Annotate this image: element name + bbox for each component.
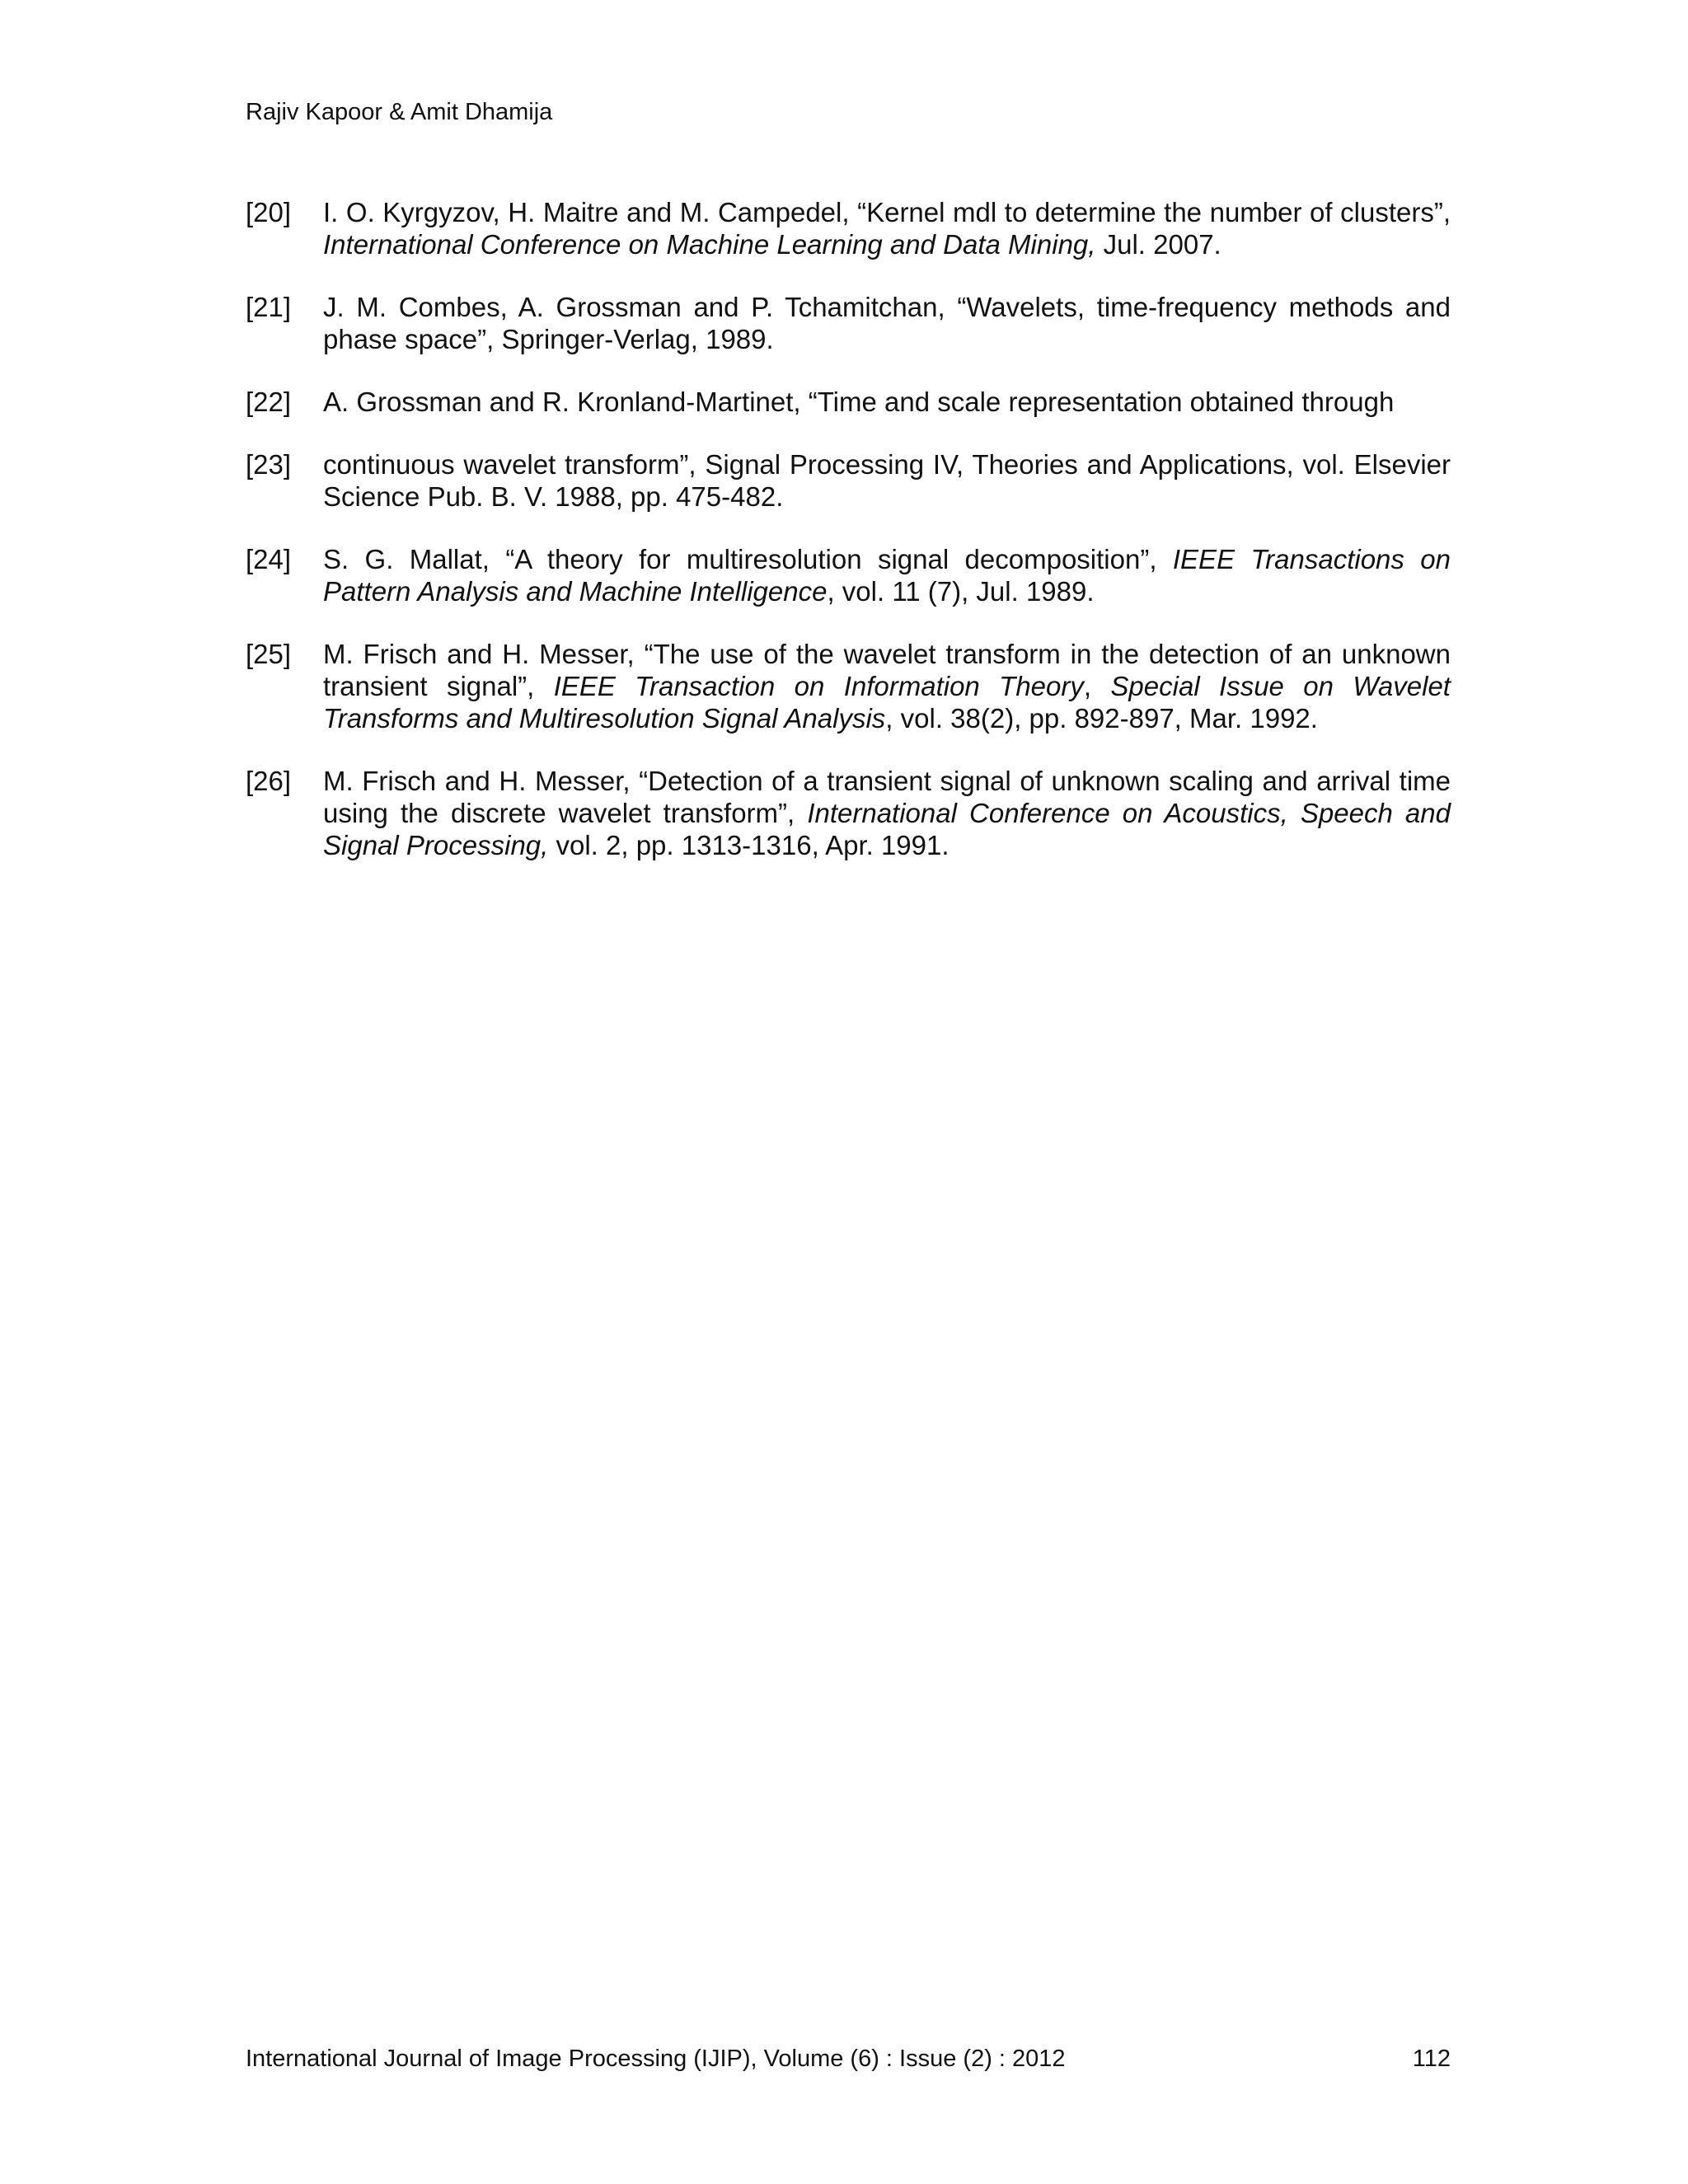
reference-item (246, 638, 1451, 734)
running-head: Rajiv Kapoor & Amit Dhamija (246, 99, 553, 125)
reference-text (323, 387, 1394, 417)
reference-segment: S. G. Mallat, “A theory for multiresolution signal decomposition”, (323, 544, 1173, 574)
reference-segment: M. Frisch and H. Messer, “Detection of a transient signal of unknown scaling and arrival time using the discrete wavelet transform”, (323, 766, 1451, 828)
reference-segment: I. O. Kyrgyzov, H. Maitre and M. Campedel, “Kernel mdl to determine the number of clusters”, (323, 197, 1451, 227)
reference-segment: , vol. 11 (7), Jul. 1989. (827, 576, 1095, 607)
reference-item (246, 386, 1451, 418)
reference-item (246, 196, 1451, 260)
footer-journal-info: International Journal of Image Processing (IJIP), Volume (6) : Issue (2) : 2012 (246, 2046, 1066, 2072)
reference-segment: M. Frisch and H. Messer, “The use of the wavelet transform in the detection of an unknown transient signal”, (323, 639, 1451, 701)
reference-number: [25] (246, 639, 292, 669)
reference-text (323, 292, 1451, 354)
reference-segment: vol. 2, pp. 1313-1316, Apr. 1991. (548, 830, 950, 860)
page-number: 112 (1412, 2046, 1451, 2072)
reference-item (246, 448, 1451, 513)
reference-item (246, 765, 1451, 861)
reference-venue: IEEE Transaction on Information Theory (553, 671, 1084, 701)
reference-venue: IEEE Transactions on Pattern Analysis and Machine Intelligence (323, 544, 1451, 607)
reference-item (246, 543, 1451, 607)
reference-venue: International Conference on Acoustics, Speech and Signal Processing, (323, 798, 1451, 860)
reference-segment: A. Grossman and R. Kronland-Martinet, “Time and scale representation obtained through (323, 387, 1395, 417)
reference-segment: , vol. 38(2), pp. 892-897, Mar. 1992. (885, 703, 1318, 733)
reference-number: [24] (246, 544, 292, 574)
reference-venue: Special Issue on Wavelet Transforms and Multiresolution Signal Analysis (323, 671, 1451, 733)
reference-segment: , (1083, 671, 1111, 701)
reference-number: [21] (246, 292, 292, 322)
reference-list (246, 196, 1451, 892)
reference-text (323, 449, 1451, 512)
reference-text (323, 197, 1451, 260)
reference-text (323, 639, 1451, 733)
reference-number: [22] (246, 387, 292, 417)
reference-segment: J. M. Combes, A. Grossman and P. Tchamitchan, “Wavelets, time-frequency methods and phase space”, Springer-Verlag, 1989. (323, 292, 1451, 354)
reference-segment: continuous wavelet transform”, Signal Processing IV, Theories and Applications, vol. Elsevier Science Pub. B. V. 1988, pp. 475-482. (323, 449, 1451, 512)
reference-text (323, 766, 1451, 860)
reference-segment: Jul. 2007. (1095, 229, 1221, 260)
reference-text (323, 544, 1451, 607)
reference-number: [26] (246, 766, 292, 796)
reference-item (246, 291, 1451, 355)
reference-number: [23] (246, 449, 292, 480)
reference-number: [20] (246, 197, 292, 227)
reference-venue: International Conference on Machine Learning and Data Mining, (323, 229, 1096, 260)
